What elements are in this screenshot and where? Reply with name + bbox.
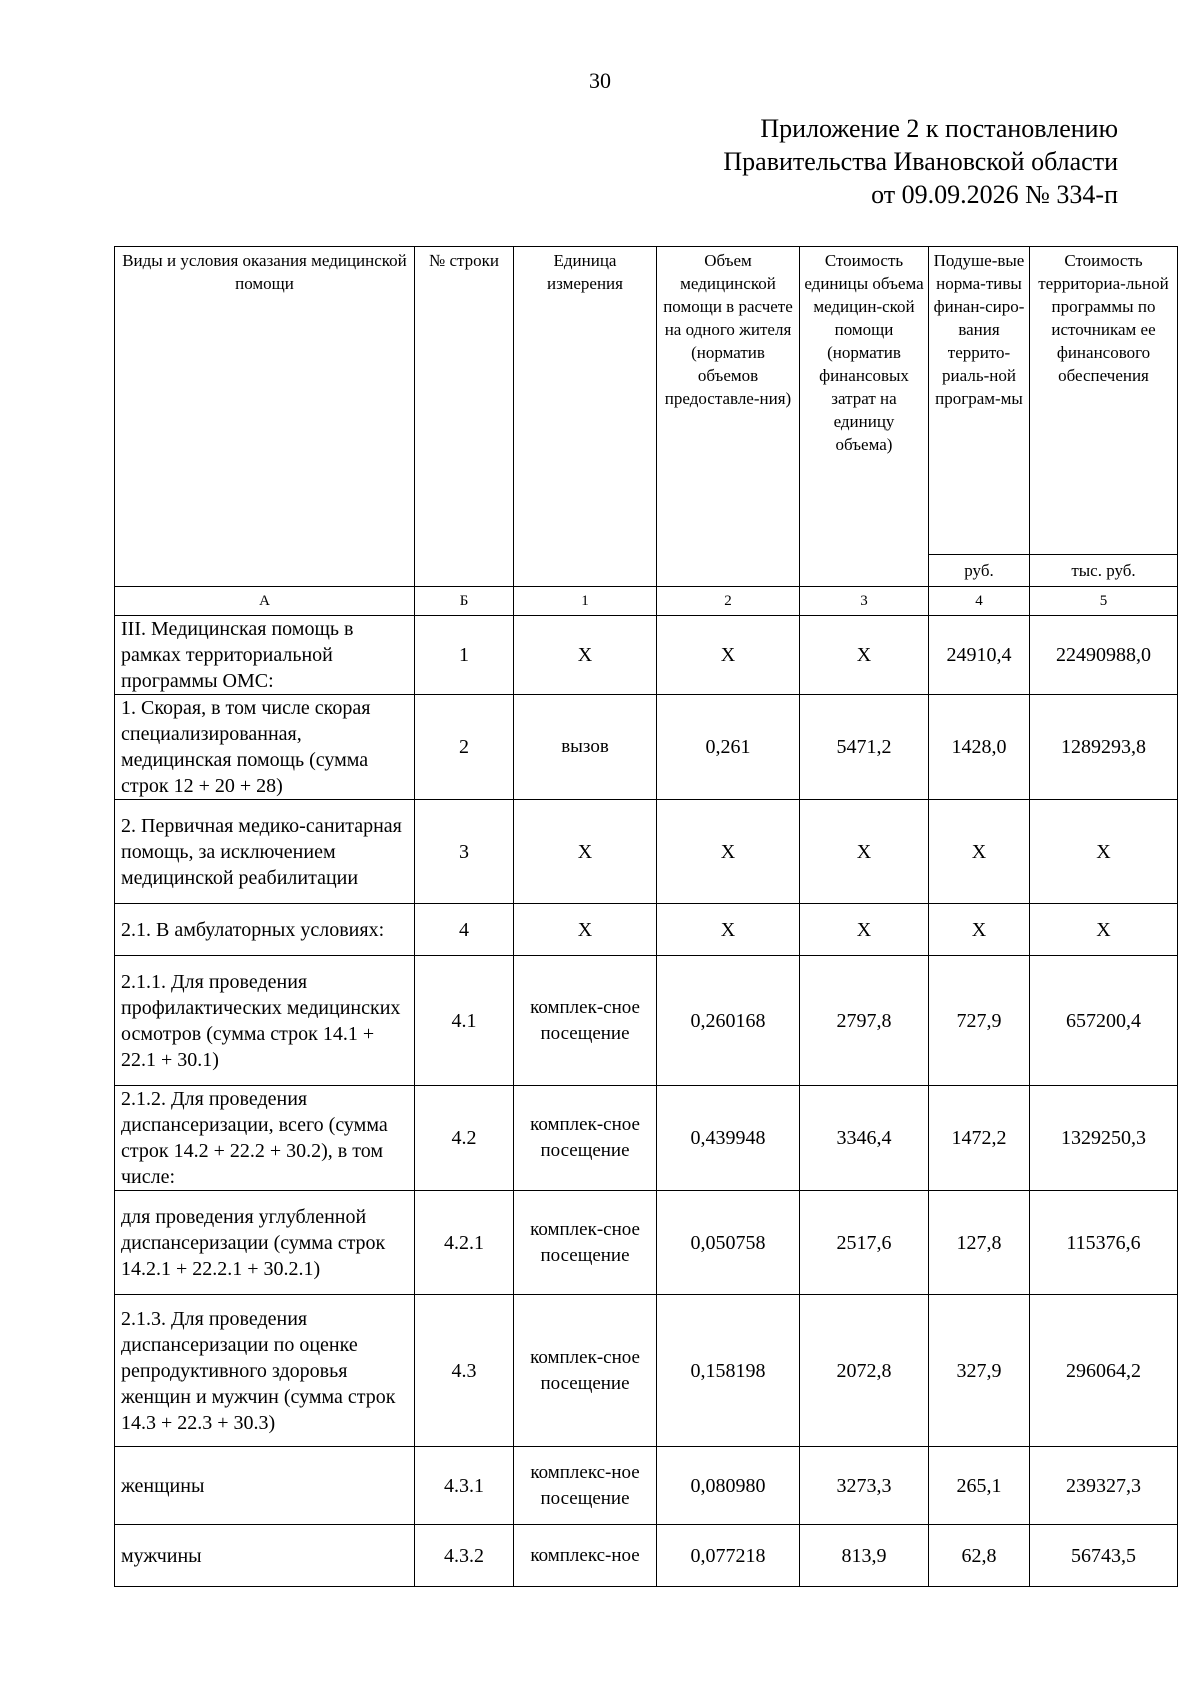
financing-table: [114, 246, 1178, 1587]
row-unit: комплекс-ное: [514, 1525, 657, 1587]
row-volume: 0,050758: [657, 1191, 800, 1295]
row-number: 4.3.1: [415, 1447, 514, 1525]
row-number: 3: [415, 800, 514, 904]
column-index: А: [115, 587, 415, 616]
row-unit: комплекс-ное посещение: [514, 1447, 657, 1525]
row-total: 239327,3: [1030, 1447, 1178, 1525]
row-per-capita: 327,9: [929, 1295, 1030, 1447]
row-name: 1. Скорая, в том числе скорая специализированная, медицинская помощь (сумма строк 12 + 20 + 28): [115, 695, 415, 800]
row-name: мужчины: [115, 1525, 415, 1587]
table-row: [115, 616, 1178, 695]
table-row: [115, 1086, 1178, 1191]
column-index: 2: [657, 587, 800, 616]
row-unit-cost: 2517,6: [800, 1191, 929, 1295]
row-number: 1: [415, 616, 514, 695]
row-volume: 0,261: [657, 695, 800, 800]
row-per-capita: 62,8: [929, 1525, 1030, 1587]
approval-header: [723, 112, 1118, 211]
row-per-capita: 1428,0: [929, 695, 1030, 800]
row-per-capita: X: [929, 904, 1030, 956]
column-index: 4: [929, 587, 1030, 616]
row-number: 4.2.1: [415, 1191, 514, 1295]
row-unit: вызов: [514, 695, 657, 800]
row-name: 2.1. В амбулаторных условиях:: [115, 904, 415, 956]
header-per-capita: Подуше-вые норма-тивы финан-сиро-вания террито-риаль-ной програм-мы: [929, 247, 1030, 555]
column-index: Б: [415, 587, 514, 616]
table-row: [115, 1191, 1178, 1295]
header-volume: Объем медицинской помощи в расчете на одного жителя (норматив объемов предоставле-ния): [657, 247, 800, 587]
column-index-row: [115, 587, 1178, 616]
row-name: 2.1.3. Для проведения диспансеризации по оценке репродуктивного здоровья женщин и мужчин (сумма строк 14.3 + 22.3 + 30.3): [115, 1295, 415, 1447]
header-type: Виды и условия оказания медицинской помощи: [115, 247, 415, 587]
row-volume: X: [657, 904, 800, 956]
row-total: 1329250,3: [1030, 1086, 1178, 1191]
row-name: 2.1.1. Для проведения профилактических медицинских осмотров (сумма строк 14.1 + 22.1 + 30.1): [115, 956, 415, 1086]
unit-rub: руб.: [929, 555, 1030, 587]
row-total: X: [1030, 800, 1178, 904]
row-unit-cost: 3273,3: [800, 1447, 929, 1525]
row-unit-cost: 813,9: [800, 1525, 929, 1587]
row-unit-cost: 2072,8: [800, 1295, 929, 1447]
row-per-capita: 727,9: [929, 956, 1030, 1086]
row-volume: 0,158198: [657, 1295, 800, 1447]
row-unit-cost: X: [800, 904, 929, 956]
row-per-capita: 24910,4: [929, 616, 1030, 695]
table-row: [115, 695, 1178, 800]
row-total: X: [1030, 904, 1178, 956]
row-volume: X: [657, 616, 800, 695]
row-volume: X: [657, 800, 800, 904]
column-index: 5: [1030, 587, 1178, 616]
row-unit: комплек-сное посещение: [514, 956, 657, 1086]
approval-line-3: от 09.09.2026 № 334-п: [871, 180, 1118, 209]
row-per-capita: 1472,2: [929, 1086, 1030, 1191]
row-total: 657200,4: [1030, 956, 1178, 1086]
approval-line-1: Приложение 2 к постановлению: [760, 114, 1118, 143]
table-row: [115, 1295, 1178, 1447]
row-unit-cost: 3346,4: [800, 1086, 929, 1191]
row-per-capita: X: [929, 800, 1030, 904]
row-unit-cost: X: [800, 616, 929, 695]
row-unit: комплек-сное посещение: [514, 1191, 657, 1295]
header-unit-cost: Стоимость единицы объема медицин-ской помощи (норматив финансовых затрат на единицу объема): [800, 247, 929, 587]
header-row-number: № строки: [415, 247, 514, 587]
row-per-capita: 127,8: [929, 1191, 1030, 1295]
row-volume: 0,260168: [657, 956, 800, 1086]
row-name: для проведения углубленной диспансеризации (сумма строк 14.2.1 + 22.2.1 + 30.2.1): [115, 1191, 415, 1295]
table-row: [115, 904, 1178, 956]
unit-thousand-rub: тыс. руб.: [1030, 555, 1178, 587]
row-volume: 0,439948: [657, 1086, 800, 1191]
row-name: 2.1.2. Для проведения диспансеризации, всего (сумма строк 14.2 + 22.2 + 30.2), в том числе:: [115, 1086, 415, 1191]
table-row: [115, 1447, 1178, 1525]
column-index: 1: [514, 587, 657, 616]
row-unit: X: [514, 800, 657, 904]
row-name: женщины: [115, 1447, 415, 1525]
table-row: [115, 956, 1178, 1086]
row-number: 4.3: [415, 1295, 514, 1447]
row-number: 4.2: [415, 1086, 514, 1191]
table-row: [115, 1525, 1178, 1587]
row-total: 115376,6: [1030, 1191, 1178, 1295]
row-total: 56743,5: [1030, 1525, 1178, 1587]
row-unit-cost: 2797,8: [800, 956, 929, 1086]
header-total-cost: Стоимость территориа-льной программы по источникам ее финансового обеспечения: [1030, 247, 1178, 555]
page-number: 30: [589, 68, 611, 93]
row-unit: комплек-сное посещение: [514, 1295, 657, 1447]
row-volume: 0,077218: [657, 1525, 800, 1587]
row-name: 2. Первичная медико-санитарная помощь, за исключением медицинской реабилитации: [115, 800, 415, 904]
row-name: III. Медицинская помощь в рамках территориальной программы ОМС:: [115, 616, 415, 695]
row-total: 1289293,8: [1030, 695, 1178, 800]
row-total: 296064,2: [1030, 1295, 1178, 1447]
row-unit-cost: 5471,2: [800, 695, 929, 800]
header-row: [115, 247, 1178, 555]
row-number: 4.3.2: [415, 1525, 514, 1587]
row-volume: 0,080980: [657, 1447, 800, 1525]
row-total: 22490988,0: [1030, 616, 1178, 695]
row-number: 4.1: [415, 956, 514, 1086]
approval-line-2: Правительства Ивановской области: [723, 147, 1118, 176]
table-row: [115, 800, 1178, 904]
row-unit: X: [514, 904, 657, 956]
row-unit: комплек-сное посещение: [514, 1086, 657, 1191]
row-number: 4: [415, 904, 514, 956]
header-unit: Единица измерения: [514, 247, 657, 587]
row-per-capita: 265,1: [929, 1447, 1030, 1525]
column-index: 3: [800, 587, 929, 616]
row-unit-cost: X: [800, 800, 929, 904]
row-number: 2: [415, 695, 514, 800]
row-unit: X: [514, 616, 657, 695]
